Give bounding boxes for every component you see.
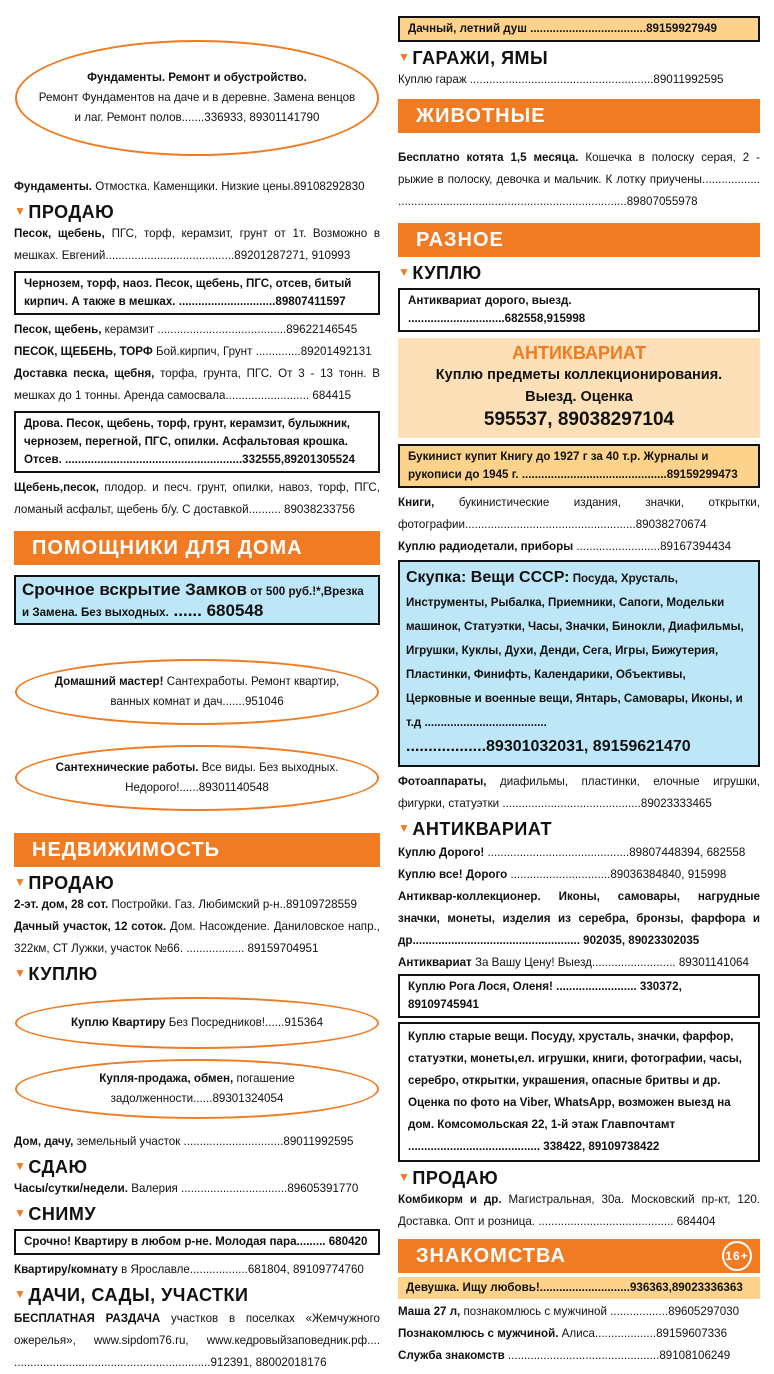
section-heading-label: КУПЛЮ [412, 263, 482, 283]
section-heading-kuplyu [398, 261, 760, 284]
ad-text: Магистральная, 30а. Московский пр-кт, 120. Доставка. Опт и розница. .......................................... 684404 [398, 1193, 761, 1228]
ad-text: За Вашу Цену! Выезд.......................... 89301141064 [471, 956, 749, 969]
ad-text: земельный участок ...............................89011992595 [73, 1135, 354, 1148]
ad-bold: Куплю все! Дорого [398, 868, 508, 881]
ad-oval-kuplya [15, 1059, 379, 1119]
section-banner-label: ЗНАКОМСТВА [416, 1245, 566, 1267]
ad-masha [398, 1301, 760, 1323]
section-heading-label: КУПЛЮ [28, 964, 98, 984]
ad-bold: Куплю радиодетали, приборы [398, 540, 574, 553]
ad-box-starye-veschi: Куплю старые вещи. Посуду, хрусталь, значки, фарфор, статуэтки, монеты,ел. игрушки, книги, фотографии, часы, серебро, открытки, украшения, опасные бритвы и др. Оценка по фото на Viber, WhatsApp, возможен выезд на дом. Комсомольская 22, 1-й этаж Главпочтамт ......................................... 338422, 89109738422 [398, 1022, 760, 1162]
triangle-down-icon: ▼ [14, 204, 27, 218]
ad-box-bukinist: Букинист купит Книгу до 1927 г за 40 т.р. Журналы и рукописи до 1945 г. .............................................89159299473 [398, 444, 760, 488]
ad-bold: Квартиру/комнату [14, 1263, 118, 1276]
ad-kotyata [398, 147, 760, 213]
triangle-down-icon: ▼ [14, 1159, 27, 1173]
ad-bold: Дачный участок, 12 соток. [14, 920, 167, 933]
ad-text: ............................................89807448394, 682558 [484, 846, 746, 859]
section-heading-label: ДАЧИ, САДЫ, УЧАСТКИ [28, 1285, 249, 1305]
ad-bold: Бесплатно котята 1,5 месяца. [398, 151, 579, 164]
ad-text: ..........................89167394434 [573, 540, 732, 553]
ad-kvartira-yar [14, 1259, 380, 1281]
ad-dom [14, 894, 380, 916]
ad-phone: ..................89301032031, 89159621470 [406, 738, 691, 755]
ad-text: Сантехработы. Ремонт квартир, ванных комнат и дач.......951046 [110, 675, 340, 708]
ad-bold: Скупка: Вещи СССР: [406, 569, 570, 586]
triangle-down-icon: ▼ [14, 875, 27, 889]
ad-oval-fundament [15, 40, 379, 156]
section-banner-raznoe: РАЗНОЕ [398, 223, 760, 257]
ad-bold: Щебень,песок, [14, 481, 99, 494]
section-heading-label: ПРОДАЮ [28, 202, 115, 222]
section-banner-nedvizhimost: НЕДВИЖИМОСТЬ [14, 833, 380, 867]
section-heading-kuplyu [14, 962, 380, 985]
ad-box-drova: Дрова. Песок, щебень, торф, грунт, керамзит, булыжник, чернозем, перегной, ПГС, опилки. Асфальтовая крошка. Отсев. .......................................................332555,89201305524 [14, 411, 380, 473]
ad-text: познакомлюсь с мужчиной ..................89605297030 [460, 1305, 740, 1318]
ad-box-devushka: Девушка. Ищу любовь!............................936363,89023336363 [398, 1277, 760, 1299]
ad-text: Все виды. Без выходных. Недорого!......89301140548 [125, 761, 339, 794]
ad-bold: 2-эт. дом, 28 сот. [14, 898, 109, 911]
ad-text: керамзит ........................................89622146545 [101, 323, 358, 336]
ad-oval-master [15, 659, 379, 725]
ad-bold: Часы/сутки/недели. [14, 1182, 129, 1195]
section-heading-prodayu-2 [14, 871, 380, 894]
ad-scheben [14, 477, 380, 521]
ad-text: Кошечка в полоску серая, 2 - рыжие в полоску, девочка и мальчик. К лотку приучены.................. .......................................................................89807055978 [398, 151, 760, 208]
section-heading-label: АНТИКВАРИАТ [412, 819, 552, 839]
ad-box-antikvariat: Антиквариат дорого, выезд. ..............................682558,915998 [398, 288, 760, 332]
triangle-down-icon: ▼ [398, 265, 411, 279]
ad-pesok-3 [14, 341, 380, 363]
triangle-down-icon: ▼ [14, 1206, 27, 1220]
ad-text: погашение задолженности......89301324054 [110, 1072, 295, 1105]
ad-bold: Куплю Дорого! [398, 846, 485, 859]
ad-bold: Дом, дачу, [14, 1135, 74, 1148]
ad-antik-title: АНТИКВАРИАТ [511, 343, 647, 363]
ad-text: диафильмы, пластинки, елочные игрушки, фигурки, статуэтки ...........................................89023333465 [398, 775, 760, 810]
ad-body: Ремонт Фундаментов на даче и в деревне. Замена венцов и лаг. Ремонт полов.......336933, 89301141790 [38, 91, 356, 124]
ad-radio [398, 536, 760, 558]
ad-oval-kvartira [15, 997, 379, 1049]
ad-antikvariat-block [398, 338, 760, 438]
section-heading-label: СНИМУ [28, 1204, 97, 1224]
section-heading-label: СДАЮ [28, 1157, 88, 1177]
ad-knigi [398, 492, 760, 536]
triangle-down-icon: ▼ [398, 1170, 411, 1184]
ad-kombikorm [398, 1189, 760, 1233]
section-heading-sdayu [14, 1155, 380, 1178]
ad-bold: Доставка песка, щебня, [14, 367, 155, 380]
ad-text: Бой.кирпич, Грунт ..............89201492131 [152, 345, 372, 358]
ad-bold: Познакомлюсь с мужчиной. [398, 1327, 559, 1340]
ad-pesok-2 [14, 319, 380, 341]
ad-text: букинистические издания, значки, открытки, фотографии.....................................................89038270674 [398, 496, 760, 531]
triangle-down-icon: ▼ [398, 821, 411, 835]
ad-garazh: Куплю гараж .........................................................89011992595 [398, 73, 724, 86]
ad-bold: Служба знакомств [398, 1349, 505, 1362]
ad-box-zamki [14, 575, 380, 625]
ad-text: Дом. Насождение. Даниловское напр., 322км, СТ Лужки, участок №66. .................. 89159704951 [14, 920, 380, 955]
ad-foto [398, 771, 760, 815]
ad-box-chernozem: Чернозем, торф, наоз. Песок, щебень, ПГС, отсев, битый кирпич. А также в мешках. ..............................89807411597 [14, 271, 380, 315]
ad-box-dush: Дачный, летний душ ....................................89159927949 [398, 16, 760, 42]
ad-text: плодор. и песч. грунт, опилки, навоз, торф, ПГС, ломаный асфальт, щебень б/у. С доставкой.......... 89038233756 [14, 481, 380, 516]
ad-text: ...............................89036384840, 915998 [507, 868, 727, 881]
ad-uchastok [14, 916, 380, 960]
ad-text: Валерия .................................89605391770 [128, 1182, 359, 1195]
section-heading-snimu [14, 1202, 380, 1225]
section-heading-dachi [14, 1283, 380, 1306]
ad-phone: ...... 680548 [168, 601, 264, 620]
ad-text: Без Посредников!......915364 [165, 1016, 324, 1029]
ad-dom-dachu [14, 1131, 380, 1153]
ad-bold: Комбикорм и др. [398, 1193, 502, 1206]
ad-sluzhba [398, 1345, 760, 1367]
ad-text: ...............................................89108106249 [504, 1349, 731, 1362]
left-column [14, 0, 380, 1374]
section-heading-label: ПРОДАЮ [28, 873, 115, 893]
ad-bold: Фундаменты. [14, 180, 92, 193]
ad-bold: Купля-продажа, обмен, [99, 1072, 234, 1085]
ad-kollektsioner: Антиквар-коллекционер. Иконы, самовары, нагрудные значки, монеты, изделия из серебра, бронзы, фарфора и др.................................................... 902035, 89023302035 [398, 890, 760, 947]
ad-bold: Песок, щебень, [14, 323, 102, 336]
ad-bold: Маша 27 л, [398, 1305, 461, 1318]
ad-title: Фундаменты. Ремонт и обустройство. [87, 71, 307, 84]
ad-antik-phone: 595537, 89038297104 [483, 409, 675, 430]
ad-box-srochno: Срочно! Квартиру в любом р-не. Молодая пара......... 680420 [14, 1229, 380, 1255]
section-banner-zhivotnye: ЖИВОТНЫЕ [398, 99, 760, 133]
ad-antik-cena [398, 952, 760, 974]
ad-text: ПГС, торф, керамзит, грунт от 1т. Возможно в мешках. Евгений........................................89201287271, 910993 [14, 227, 380, 262]
ad-box-skupka [398, 560, 760, 767]
ad-text: Алиса...................89159607336 [558, 1327, 728, 1340]
ad-text: Постройки. Газ. Любимский р-н..89109728559 [108, 898, 357, 911]
ad-text: Отмостка. Каменщики. Низкие цены.89108292830 [91, 180, 365, 193]
ad-poznakomlyus [398, 1323, 760, 1345]
ad-text: Посуда, Хрусталь, Инструменты, Рыбалка, Приемники, Сапоги, Модельки машинок, Статуэтки, Часы, Значки, Бинокли, Диафильмы, Игрушки, Куклы, Духи, Денди, Сега, Игры, Бижутерия, Пластинки, Финифть, Календарики, Объективы, Церковные и военные вещи, Янтарь, Самовары, Иконы, и т.д ...................................... [406, 572, 744, 729]
ad-bold: Домашний мастер! [54, 675, 164, 688]
ad-bold: Срочное вскрытие Замков [22, 580, 247, 599]
section-heading-label: ПРОДАЮ [412, 1168, 499, 1188]
ad-dorogo-2 [398, 864, 760, 886]
ad-text: в Ярославле..................681804, 89109774760 [117, 1263, 364, 1276]
ad-antik-line: Куплю предметы коллекционирования. [435, 367, 723, 383]
ad-box-roga: Куплю Рога Лося, Оленя! ......................... 330372, 89109745941 [398, 974, 760, 1018]
ad-fundament [14, 176, 380, 198]
triangle-down-icon: ▼ [14, 1287, 27, 1301]
section-heading-label: ГАРАЖИ, ЯМЫ [412, 48, 549, 68]
ad-text: торфа, грунта, ПГС. От 3 - 13 тонн. В мешках до 1 тонны. Аренда самосвала.......................... 684415 [14, 367, 380, 402]
section-heading-antikvariat [398, 817, 760, 840]
age-rating-badge: 16+ [722, 1241, 752, 1271]
ad-text: от 500 руб.!*,Врезка и Замена. Без выходных. [22, 585, 364, 619]
triangle-down-icon: ▼ [14, 966, 27, 980]
right-column [398, 0, 760, 1367]
ad-text: участков в поселках «Жемчужного ожерелья», www.sipdom76.ru, www.кедровыйзаповедник.рф.... .............................................................912391, 88002018176 [14, 1312, 381, 1369]
section-heading-prodayu [398, 1166, 760, 1189]
section-heading-garazhi [398, 46, 760, 69]
ad-pesok [14, 223, 380, 267]
ad-bold: Сантехнические работы. [55, 761, 199, 774]
ad-antik-line: Выезд. Оценка [525, 389, 633, 405]
ad-bold: ПЕСОК, ЩЕБЕНЬ, ТОРФ [14, 345, 153, 358]
ad-oval-santeh [15, 745, 379, 811]
ad-bold: Куплю Квартиру [70, 1016, 166, 1029]
ad-chasy [14, 1178, 380, 1200]
ad-dorogo-1 [398, 842, 760, 864]
ad-bold: Фотоаппараты, [398, 775, 487, 788]
section-heading-prodayu [14, 200, 380, 223]
ad-dostavka [14, 363, 380, 407]
ad-bold: Книги, [398, 496, 435, 509]
ad-bold: БЕСПЛАТНАЯ РАЗДАЧА [14, 1312, 161, 1325]
triangle-down-icon: ▼ [398, 50, 411, 64]
section-banner-znakomstva [398, 1239, 760, 1273]
ad-bold: Песок, щебень, [14, 227, 105, 240]
section-banner-pomoshniki: ПОМОЩНИКИ ДЛЯ ДОМА [14, 531, 380, 565]
ad-razdacha [14, 1308, 380, 1374]
ad-bold: Антиквариат [398, 956, 472, 969]
